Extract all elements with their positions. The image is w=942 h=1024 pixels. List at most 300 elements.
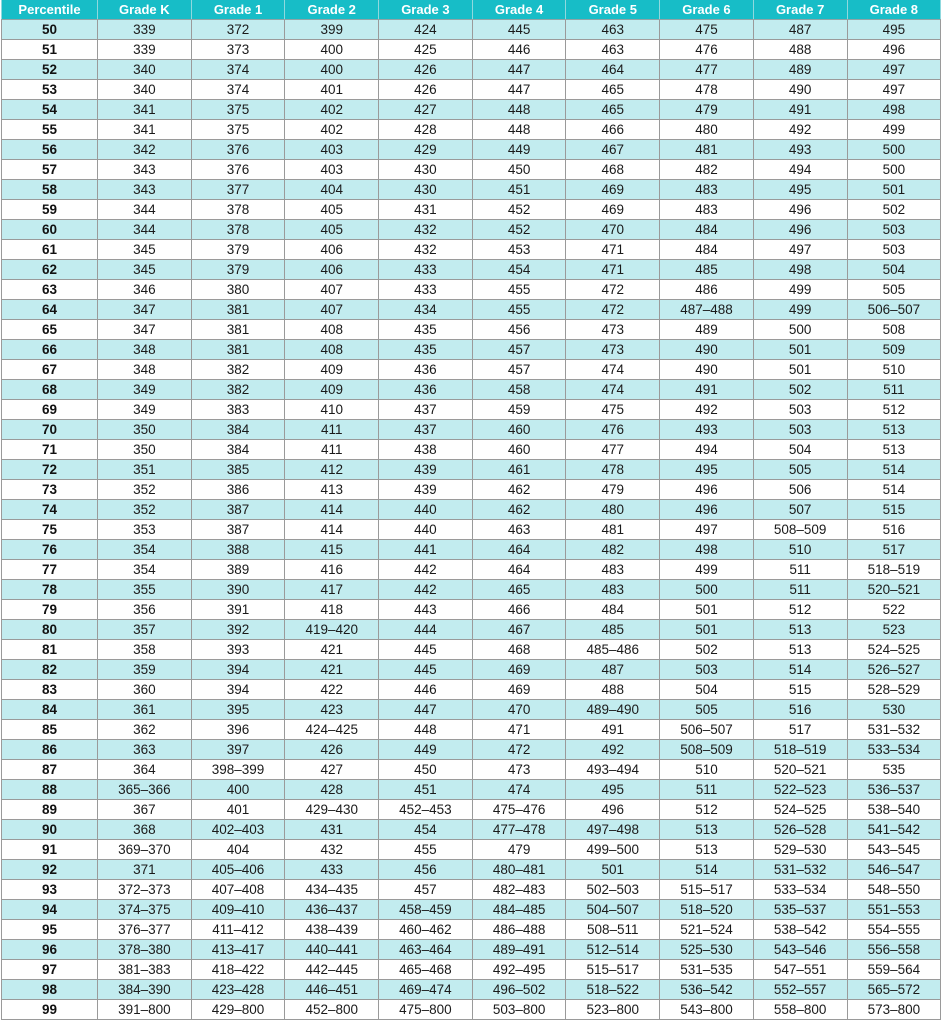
table-row (2, 400, 941, 420)
score-cell: 476 (660, 40, 754, 60)
score-cell: 484 (566, 600, 660, 620)
score-cell: 478 (566, 460, 660, 480)
score-cell: 354 (98, 560, 192, 580)
percentile-cell: 61 (2, 240, 98, 260)
score-cell: 469 (472, 680, 566, 700)
score-cell: 413–417 (191, 940, 285, 960)
score-cell: 378–380 (98, 940, 192, 960)
score-cell: 388 (191, 540, 285, 560)
score-cell: 346 (98, 280, 192, 300)
table-row (2, 140, 941, 160)
score-cell: 381 (191, 340, 285, 360)
score-cell: 518–519 (753, 740, 847, 760)
table-header (2, 0, 941, 20)
score-cell: 518–522 (566, 980, 660, 1000)
score-cell: 407–408 (191, 880, 285, 900)
score-cell: 340 (98, 60, 192, 80)
score-cell: 411–412 (191, 920, 285, 940)
score-cell: 548–550 (847, 880, 941, 900)
column-header-grade-6: Grade 6 (660, 0, 754, 20)
score-cell: 412 (285, 460, 379, 480)
score-cell: 489 (753, 60, 847, 80)
percentile-cell: 82 (2, 660, 98, 680)
score-cell: 531–532 (847, 720, 941, 740)
percentile-table-container (1, 0, 941, 1020)
score-cell: 501 (753, 340, 847, 360)
score-cell: 457 (472, 340, 566, 360)
percentile-cell: 75 (2, 520, 98, 540)
score-cell: 378 (191, 200, 285, 220)
score-cell: 507 (753, 500, 847, 520)
column-header-grade-8: Grade 8 (847, 0, 941, 20)
score-cell: 516 (847, 520, 941, 540)
score-cell: 360 (98, 680, 192, 700)
score-cell: 371 (98, 860, 192, 880)
score-cell: 465 (566, 100, 660, 120)
score-cell: 508–509 (660, 740, 754, 760)
score-cell: 480 (566, 500, 660, 520)
score-cell: 381 (191, 320, 285, 340)
score-cell: 512 (660, 800, 754, 820)
score-cell: 447 (379, 700, 473, 720)
score-cell: 482 (660, 160, 754, 180)
score-cell: 515–517 (566, 960, 660, 980)
score-cell: 513 (847, 440, 941, 460)
table-row (2, 780, 941, 800)
table-row (2, 200, 941, 220)
percentile-cell: 80 (2, 620, 98, 640)
score-cell: 556–558 (847, 940, 941, 960)
column-header-grade-5: Grade 5 (566, 0, 660, 20)
score-cell: 349 (98, 380, 192, 400)
score-cell: 350 (98, 440, 192, 460)
score-cell: 381 (191, 300, 285, 320)
score-cell: 500 (847, 140, 941, 160)
score-cell: 355 (98, 580, 192, 600)
score-cell: 450 (379, 760, 473, 780)
score-cell: 349 (98, 400, 192, 420)
table-row (2, 500, 941, 520)
score-cell: 426 (379, 60, 473, 80)
score-cell: 441 (379, 540, 473, 560)
score-cell: 464 (472, 540, 566, 560)
score-cell: 429–800 (191, 1000, 285, 1020)
score-cell: 426 (379, 80, 473, 100)
score-cell: 390 (191, 580, 285, 600)
score-cell: 468 (566, 160, 660, 180)
score-cell: 518–520 (660, 900, 754, 920)
score-cell: 471 (566, 260, 660, 280)
percentile-cell: 59 (2, 200, 98, 220)
score-cell: 432 (379, 240, 473, 260)
score-cell: 496 (660, 500, 754, 520)
score-cell: 367 (98, 800, 192, 820)
score-cell: 425 (379, 40, 473, 60)
table-row (2, 920, 941, 940)
score-cell: 430 (379, 160, 473, 180)
score-cell: 386 (191, 480, 285, 500)
score-cell: 344 (98, 220, 192, 240)
table-row (2, 660, 941, 680)
score-cell: 375 (191, 100, 285, 120)
percentile-cell: 95 (2, 920, 98, 940)
score-cell: 474 (566, 360, 660, 380)
score-cell: 352 (98, 480, 192, 500)
score-cell: 458–459 (379, 900, 473, 920)
table-row (2, 260, 941, 280)
score-cell: 467 (472, 620, 566, 640)
score-cell: 535–537 (753, 900, 847, 920)
score-cell: 501 (660, 600, 754, 620)
score-cell: 508–509 (753, 520, 847, 540)
score-cell: 505 (660, 700, 754, 720)
score-cell: 409–410 (191, 900, 285, 920)
score-cell: 493 (660, 420, 754, 440)
score-cell: 513 (660, 820, 754, 840)
score-cell: 438–439 (285, 920, 379, 940)
score-cell: 413 (285, 480, 379, 500)
percentile-cell: 72 (2, 460, 98, 480)
score-cell: 401 (285, 80, 379, 100)
table-row (2, 380, 941, 400)
score-cell: 479 (472, 840, 566, 860)
table-row (2, 160, 941, 180)
score-cell: 535 (847, 760, 941, 780)
score-cell: 345 (98, 240, 192, 260)
score-cell: 449 (472, 140, 566, 160)
score-cell: 501 (660, 620, 754, 640)
score-cell: 411 (285, 440, 379, 460)
score-cell: 509 (847, 340, 941, 360)
score-cell: 391 (191, 600, 285, 620)
score-cell: 445 (472, 20, 566, 40)
score-cell: 513 (753, 620, 847, 640)
score-cell: 538–542 (753, 920, 847, 940)
score-cell: 380 (191, 280, 285, 300)
score-cell: 357 (98, 620, 192, 640)
score-cell: 482 (566, 540, 660, 560)
score-cell: 492 (753, 120, 847, 140)
score-cell: 477–478 (472, 820, 566, 840)
score-cell: 463 (472, 520, 566, 540)
percentile-cell: 51 (2, 40, 98, 60)
score-cell: 464 (472, 560, 566, 580)
score-cell: 523 (847, 620, 941, 640)
score-cell: 524–525 (753, 800, 847, 820)
score-cell: 492 (660, 400, 754, 420)
score-cell: 536–542 (660, 980, 754, 1000)
score-cell: 506–507 (847, 300, 941, 320)
score-cell: 473 (566, 340, 660, 360)
table-row (2, 60, 941, 80)
score-cell: 492 (566, 740, 660, 760)
score-cell: 446–451 (285, 980, 379, 1000)
score-cell: 453 (472, 240, 566, 260)
score-cell: 447 (472, 80, 566, 100)
score-cell: 416 (285, 560, 379, 580)
score-cell: 483 (660, 200, 754, 220)
score-cell: 495 (660, 460, 754, 480)
score-cell: 348 (98, 360, 192, 380)
score-cell: 502 (660, 640, 754, 660)
score-cell: 463 (566, 20, 660, 40)
score-cell: 455 (379, 840, 473, 860)
table-row (2, 420, 941, 440)
score-cell: 469 (472, 660, 566, 680)
score-cell: 391–800 (98, 1000, 192, 1020)
score-cell: 496 (660, 480, 754, 500)
score-cell: 472 (566, 300, 660, 320)
table-row (2, 560, 941, 580)
score-cell: 471 (472, 720, 566, 740)
score-cell: 489–491 (472, 940, 566, 960)
score-cell: 405–406 (191, 860, 285, 880)
score-cell: 497 (753, 240, 847, 260)
score-cell: 501 (566, 860, 660, 880)
score-cell: 426 (285, 740, 379, 760)
score-cell: 430 (379, 180, 473, 200)
score-cell: 502 (847, 200, 941, 220)
table-row (2, 320, 941, 340)
table-body (2, 20, 941, 1020)
score-cell: 452 (472, 220, 566, 240)
score-cell: 400 (285, 40, 379, 60)
score-cell: 427 (285, 760, 379, 780)
score-cell: 543–800 (660, 1000, 754, 1020)
score-cell: 499 (660, 560, 754, 580)
score-cell: 554–555 (847, 920, 941, 940)
score-cell: 422 (285, 680, 379, 700)
score-cell: 341 (98, 120, 192, 140)
score-cell: 448 (472, 100, 566, 120)
score-cell: 552–557 (753, 980, 847, 1000)
score-cell: 498 (753, 260, 847, 280)
score-cell: 514 (753, 660, 847, 680)
score-cell: 372 (191, 20, 285, 40)
score-cell: 403 (285, 160, 379, 180)
table-row (2, 40, 941, 60)
score-cell: 448 (472, 120, 566, 140)
table-row (2, 540, 941, 560)
table-row (2, 880, 941, 900)
score-cell: 400 (285, 60, 379, 80)
score-cell: 478 (660, 80, 754, 100)
percentile-cell: 71 (2, 440, 98, 460)
score-cell: 423–428 (191, 980, 285, 1000)
score-cell: 464 (566, 60, 660, 80)
score-cell: 502–503 (566, 880, 660, 900)
score-cell: 514 (847, 460, 941, 480)
score-cell: 504 (660, 680, 754, 700)
column-header-grade-7: Grade 7 (753, 0, 847, 20)
score-cell: 506 (753, 480, 847, 500)
table-row (2, 680, 941, 700)
score-cell: 407 (285, 280, 379, 300)
percentile-cell: 97 (2, 960, 98, 980)
score-cell: 533–534 (847, 740, 941, 760)
score-cell: 408 (285, 320, 379, 340)
score-cell: 530 (847, 700, 941, 720)
score-cell: 485 (660, 260, 754, 280)
score-cell: 409 (285, 380, 379, 400)
score-cell: 424 (379, 20, 473, 40)
score-cell: 345 (98, 260, 192, 280)
score-cell: 401 (191, 800, 285, 820)
score-cell: 402–403 (191, 820, 285, 840)
percentile-cell: 86 (2, 740, 98, 760)
score-cell: 483 (566, 560, 660, 580)
score-cell: 448 (379, 720, 473, 740)
score-cell: 433 (285, 860, 379, 880)
score-cell: 518–519 (847, 560, 941, 580)
score-cell: 387 (191, 500, 285, 520)
score-cell: 431 (285, 820, 379, 840)
score-cell: 529–530 (753, 840, 847, 860)
score-cell: 396 (191, 720, 285, 740)
score-cell: 445 (379, 640, 473, 660)
score-cell: 447 (472, 60, 566, 80)
score-cell: 451 (379, 780, 473, 800)
score-cell: 387 (191, 520, 285, 540)
table-row (2, 520, 941, 540)
score-cell: 374 (191, 80, 285, 100)
score-cell: 503 (753, 400, 847, 420)
percentile-cell: 77 (2, 560, 98, 580)
percentile-cell: 90 (2, 820, 98, 840)
score-cell: 459 (472, 400, 566, 420)
score-cell: 358 (98, 640, 192, 660)
score-cell: 543–545 (847, 840, 941, 860)
score-cell: 450 (472, 160, 566, 180)
table-row (2, 960, 941, 980)
score-cell: 356 (98, 600, 192, 620)
score-cell: 496 (847, 40, 941, 60)
score-cell: 427 (379, 100, 473, 120)
score-cell: 465 (472, 580, 566, 600)
score-cell: 454 (379, 820, 473, 840)
score-cell: 402 (285, 100, 379, 120)
percentile-cell: 65 (2, 320, 98, 340)
score-cell: 520–521 (753, 760, 847, 780)
score-cell: 352 (98, 500, 192, 520)
table-row (2, 620, 941, 640)
score-cell: 400 (191, 780, 285, 800)
percentile-cell: 55 (2, 120, 98, 140)
score-cell: 470 (472, 700, 566, 720)
score-cell: 389 (191, 560, 285, 580)
score-cell: 434–435 (285, 880, 379, 900)
score-cell: 432 (285, 840, 379, 860)
score-cell: 436–437 (285, 900, 379, 920)
score-cell: 339 (98, 40, 192, 60)
score-cell: 490 (753, 80, 847, 100)
score-cell: 493–494 (566, 760, 660, 780)
percentile-cell: 98 (2, 980, 98, 1000)
score-cell: 457 (379, 880, 473, 900)
table-row (2, 760, 941, 780)
score-cell: 462 (472, 480, 566, 500)
score-cell: 500 (847, 160, 941, 180)
score-cell: 410 (285, 400, 379, 420)
score-cell: 473 (566, 320, 660, 340)
table-row (2, 940, 941, 960)
score-cell: 492–495 (472, 960, 566, 980)
score-cell: 491 (660, 380, 754, 400)
percentile-cell: 57 (2, 160, 98, 180)
percentile-cell: 63 (2, 280, 98, 300)
score-cell: 474 (566, 380, 660, 400)
score-cell: 479 (566, 480, 660, 500)
score-cell: 484–485 (472, 900, 566, 920)
column-header-grade-3: Grade 3 (379, 0, 473, 20)
score-cell: 399 (285, 20, 379, 40)
score-cell: 404 (191, 840, 285, 860)
score-cell: 458 (472, 380, 566, 400)
percentile-cell: 89 (2, 800, 98, 820)
score-cell: 477 (566, 440, 660, 460)
table-row (2, 640, 941, 660)
percentile-cell: 91 (2, 840, 98, 860)
score-cell: 496–502 (472, 980, 566, 1000)
score-cell: 435 (379, 340, 473, 360)
score-cell: 510 (660, 760, 754, 780)
score-cell: 521–524 (660, 920, 754, 940)
header-row (2, 0, 941, 20)
percentile-cell: 74 (2, 500, 98, 520)
score-cell: 374 (191, 60, 285, 80)
percentile-cell: 70 (2, 420, 98, 440)
score-cell: 354 (98, 540, 192, 560)
percentile-cell: 92 (2, 860, 98, 880)
score-cell: 473 (472, 760, 566, 780)
score-cell: 350 (98, 420, 192, 440)
table-row (2, 820, 941, 840)
score-cell: 504 (753, 440, 847, 460)
score-cell: 440 (379, 500, 473, 520)
score-cell: 394 (191, 660, 285, 680)
percentile-cell: 84 (2, 700, 98, 720)
score-cell: 398–399 (191, 760, 285, 780)
score-cell: 489 (660, 320, 754, 340)
score-cell: 522–523 (753, 780, 847, 800)
score-cell: 522 (847, 600, 941, 620)
score-cell: 482–483 (472, 880, 566, 900)
score-cell: 472 (566, 280, 660, 300)
percentile-cell: 50 (2, 20, 98, 40)
score-cell: 515–517 (660, 880, 754, 900)
score-cell: 443 (379, 600, 473, 620)
score-cell: 484 (660, 220, 754, 240)
table-row (2, 900, 941, 920)
percentile-cell: 66 (2, 340, 98, 360)
score-cell: 361 (98, 700, 192, 720)
score-cell: 538–540 (847, 800, 941, 820)
table-row (2, 460, 941, 480)
score-cell: 511 (753, 560, 847, 580)
score-cell: 446 (472, 40, 566, 60)
score-cell: 377 (191, 180, 285, 200)
score-cell: 397 (191, 740, 285, 760)
percentile-cell: 83 (2, 680, 98, 700)
score-cell: 503 (753, 420, 847, 440)
percentile-cell: 58 (2, 180, 98, 200)
percentile-cell: 56 (2, 140, 98, 160)
score-cell: 512 (753, 600, 847, 620)
score-cell: 433 (379, 280, 473, 300)
score-cell: 347 (98, 320, 192, 340)
score-cell: 415 (285, 540, 379, 560)
score-cell: 486–488 (472, 920, 566, 940)
